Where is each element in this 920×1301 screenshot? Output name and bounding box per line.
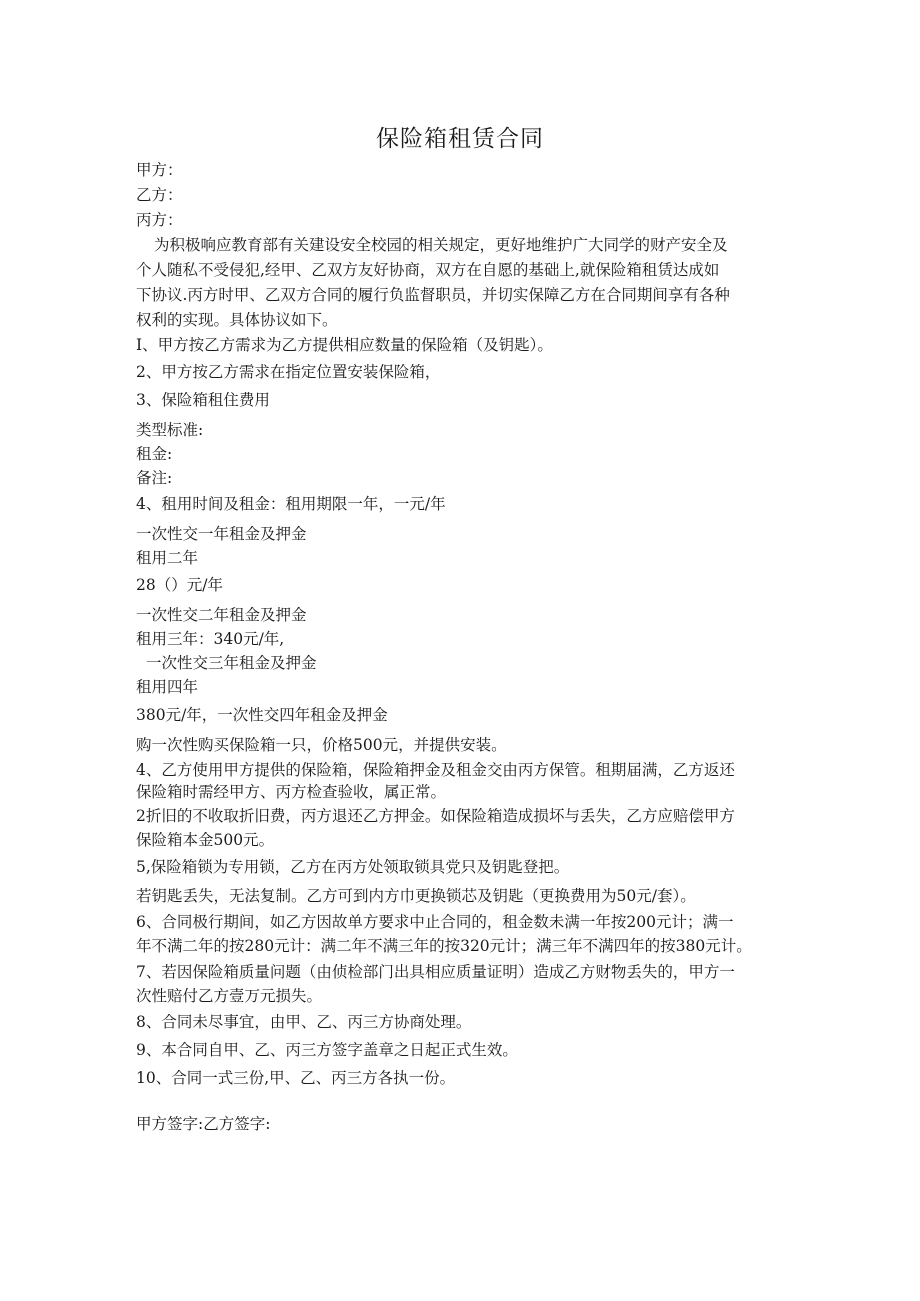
purchase-line: 购一次性购买保险箱一只，价格500元，并提供安装。 (136, 736, 507, 754)
rent-line: 租金: (136, 445, 173, 463)
two-year-payment-line: 一次性交二年租金及押金 (136, 606, 307, 624)
three-year-payment-line: 一次性交三年租金及押金 (146, 654, 317, 672)
depreciation-line-1: 2折旧的不收取折旧费，丙方退还乙方押金。如保险箱造成损坏与丢失，乙方应赔偿甲方 (136, 807, 735, 825)
two-year-price-line: 28（）元/年 (136, 576, 223, 594)
signature-line: 甲方签字:乙方签字: (136, 1115, 271, 1133)
party-a-line: 甲方： (136, 161, 183, 179)
clause-1: I、甲方按乙方需求为乙方提供相应数量的保险箱（及钥匙）。 (136, 336, 553, 354)
clause-4-deposit-line-2: 保险箱时需经甲方、丙方检查验收，属正常。 (136, 783, 447, 801)
clause-4-deposit-line-1: 4、乙方使用甲方提供的保险箱，保险箱押金及租金交由丙方保管。租期届满，乙方返还 (136, 761, 735, 779)
clause-6-line-2: 年不满二年的按280元计：满二年不满三年的按320元计；满三年不满四年的按380元计。 (136, 937, 752, 955)
clause-7-line-2: 次性赔付乙方壹万元损失。 (136, 987, 323, 1005)
type-standard-line: 类型标准: (136, 421, 204, 439)
depreciation-line-2: 保险箱本金500元。 (136, 831, 275, 849)
party-c-line: 丙方： (136, 211, 183, 229)
preamble-line-2: 个人随私不受侵犯,经甲、乙双方友好协商，双方在自愿的基础上,就保险箱租赁达成如 (136, 261, 720, 279)
clause-3: 3、保险箱租住费用 (136, 391, 270, 409)
clause-8: 8、合同未尽事宜，由甲、乙、丙三方协商处理。 (136, 1013, 472, 1031)
clause-4-rent-term: 4、租用时间及租金：租用期限一年，一元/年 (136, 495, 446, 513)
two-year-term-line: 租用二年 (136, 549, 199, 567)
preamble-line-4: 权利的实现。具体协议如下。 (136, 311, 338, 329)
clause-5-lock: 5,保险箱锁为专用锁，乙方在丙方处领取锁具党只及钥匙登把。 (136, 858, 570, 876)
preamble-line-1: 为积极响应教育部有关建设安全校园的相关规定，更好地维护广大同学的财产安全及 (154, 236, 728, 254)
four-year-term-line: 租用四年 (136, 678, 199, 696)
clause-10: 10、合同一式三份,甲、乙、丙三方各执一份。 (136, 1069, 456, 1087)
preamble-line-3: 下协议.丙方时甲、乙双方合同的履行负监督职员，并切实保障乙方在合同期间享有各种 (136, 286, 730, 304)
document-title: 保险箱租赁合同 (376, 126, 544, 152)
four-year-price-line: 380元/年，一次性交四年租金及押金 (136, 706, 388, 724)
party-b-line: 乙方： (136, 186, 183, 204)
remarks-line: 备注: (136, 469, 173, 487)
one-year-payment-line: 一次性交一年租金及押金 (136, 525, 307, 543)
clause-7-line-1: 7、若因保险箱质量问题（由侦检部门出具相应质量证明）造成乙方财物丢失的，甲方一 (136, 963, 735, 981)
three-year-price-line: 租用三年：340元/年, (136, 630, 285, 648)
clause-9: 9、本合同自甲、乙、丙三方签字盖章之日起正式生效。 (136, 1041, 518, 1059)
clause-2: 2、甲方按乙方需求在指定位置安装保险箱， (136, 363, 441, 381)
lost-key-line: 若钥匙丢失，无法复制。乙方可到内方巾更换锁芯及钥匙（更换费用为50元/套）。 (136, 887, 696, 905)
clause-6-line-1: 6、合同极行期间，如乙方因故单方要求中止合同的，租金数未满一年按200元计；满一 (136, 913, 734, 931)
